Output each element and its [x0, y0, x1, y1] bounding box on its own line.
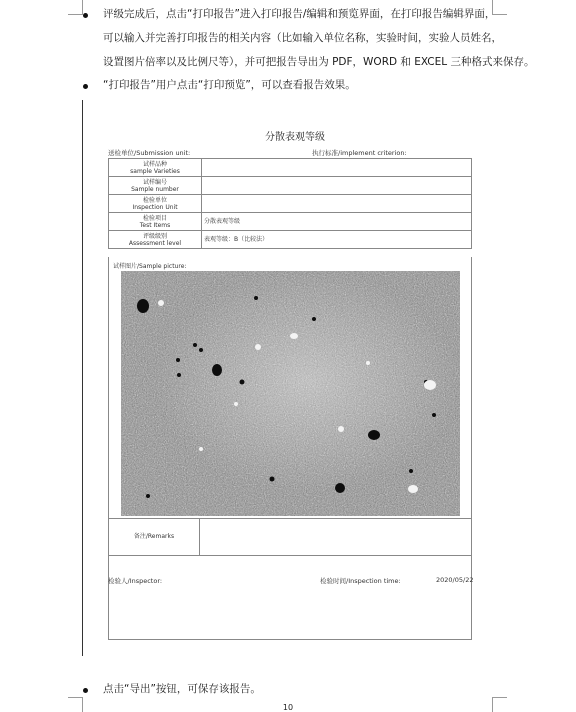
row-label: 试样编号 Sample number [109, 177, 202, 195]
row-value: 分散表观等级 [202, 213, 472, 231]
paragraph-line: 设置图片倍率以及比例尺等），并可把报告导出为 PDF，WORD 和 EXCEL 三种格式来保存。 [103, 56, 535, 68]
row-value [202, 177, 472, 195]
paragraph-line: 点击“导出”按钮，可保存该报告。 [103, 683, 261, 695]
implement-criterion-label: 执行标准/implement criterion: [312, 149, 407, 157]
sample-picture-box [108, 257, 472, 640]
row-label: 检验单位 Inspection Unit [109, 195, 202, 213]
remarks-row [108, 518, 472, 556]
crop-mark-top-left [68, 0, 83, 15]
row-label: 试样品种 sample Varieties [109, 159, 202, 177]
submission-unit-label: 送检单位/Submission unit: [108, 149, 191, 157]
quote-bar [82, 100, 83, 656]
table-row [109, 213, 472, 231]
paragraph-line: 可以输入并完善打印报告的相关内容（比如输入单位名称，实验时间，实验人员姓名， [103, 32, 502, 44]
row-label: 评级级别 Assessment level [109, 231, 202, 249]
report-info-table [108, 158, 472, 249]
report-title: 分散表观等级 [265, 132, 325, 143]
paragraph-line: 评级完成后，点击“打印报告”进入打印报告/编辑和预览界面，在打印报告编辑界面， [103, 8, 496, 20]
table-row [109, 159, 472, 177]
bullet-dot [83, 688, 88, 693]
row-value [202, 195, 472, 213]
table-row [109, 231, 472, 249]
table-row [109, 195, 472, 213]
row-value [202, 159, 472, 177]
bullet-dot [83, 84, 88, 89]
micrograph-image [121, 271, 460, 516]
table-row [109, 177, 472, 195]
inspector-label: 检验人/Inspector: [108, 577, 163, 585]
page-number: 10 [282, 703, 294, 712]
paragraph-line: “打印报告”用户点击“打印预览”，可以查看报告效果。 [103, 79, 356, 91]
row-value: 表观等级：B（比较法） [202, 231, 472, 249]
inspection-time-label: 检验时间/Inspection time: [320, 577, 401, 585]
inspection-time-value: 2020/05/22 [436, 576, 474, 584]
sample-picture-label: 试样图片/Sample picture: [113, 263, 187, 270]
sample-picture [121, 271, 460, 516]
row-label: 检验项目 Test Items [109, 213, 202, 231]
remarks-label: 备注/Remarks [109, 519, 200, 555]
bullet-dot [83, 13, 88, 18]
